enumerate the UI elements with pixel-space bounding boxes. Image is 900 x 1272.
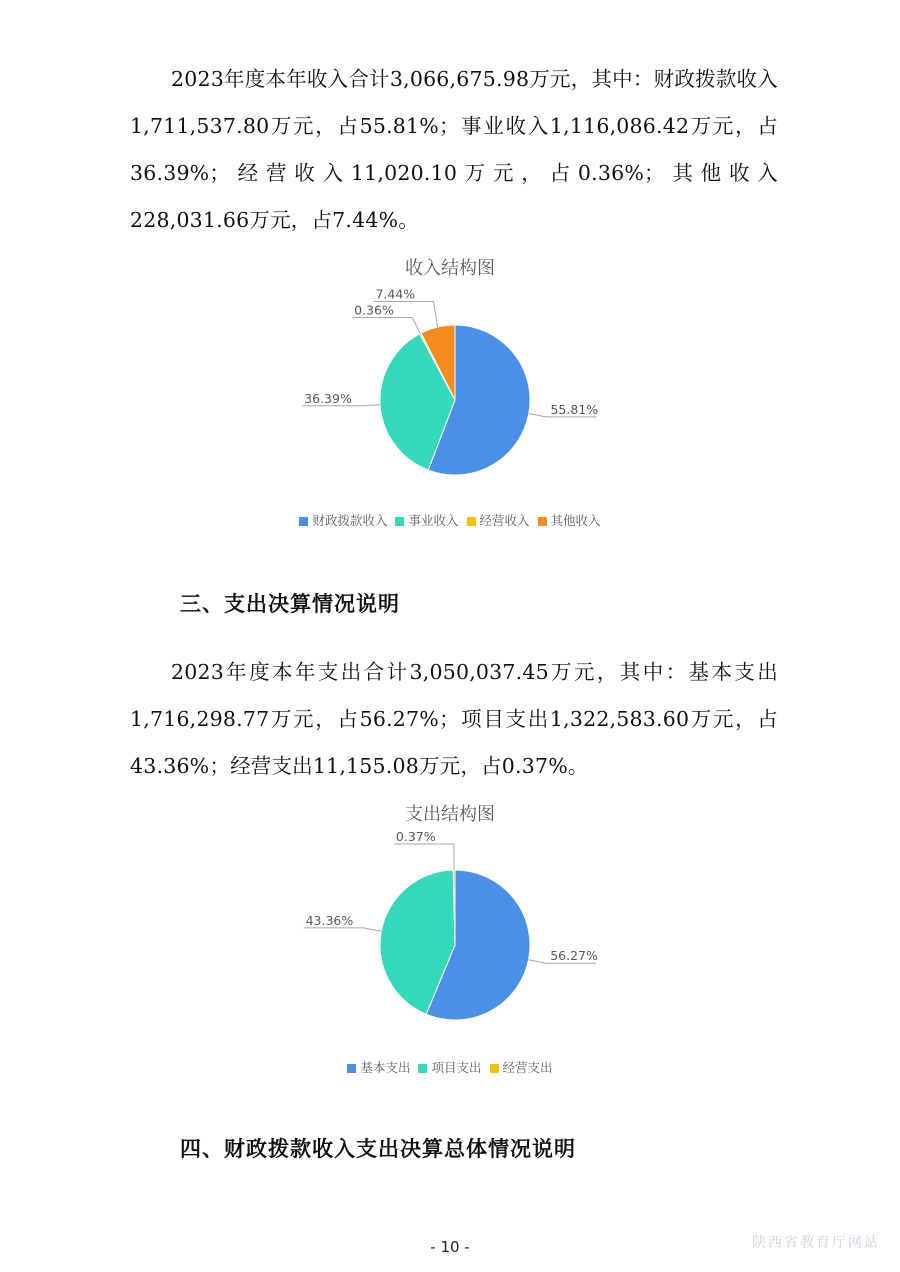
legend-swatch-icon [347, 1064, 356, 1073]
site-watermark: 陕西省教育厅网站 [752, 1235, 880, 1251]
legend-label: 事业收入 [408, 513, 459, 528]
section-3-heading: 三、支出决算情况说明 [180, 592, 400, 616]
slice-label-3: 7.44% [375, 286, 416, 302]
slice-label-0: 56.27% [550, 948, 598, 964]
leader-line-2 [394, 844, 454, 870]
legend-swatch-icon [395, 517, 404, 526]
income-chart-title: 收入结构图 [405, 258, 495, 279]
slice-label-2: 0.36% [354, 302, 394, 318]
legend-swatch-icon [467, 517, 476, 526]
legend-swatch-icon [299, 517, 308, 526]
income-chart-legend [0, 511, 900, 529]
section-4-heading: 四、财政拨款收入支出决算总体情况说明 [180, 1137, 576, 1161]
income-paragraph: 2023年度本年收入合计3,066,675.98万元，其中：财政拨款收入1,711,537.80万元，占55.81%；事业收入1,116,086.42万元，占36.39%；经营收入11,020.10万元，占0.36%；其他收入228,031.66万元，占7.44%。 [130, 67, 778, 232]
expense-chart-legend [0, 1058, 900, 1076]
legend-item-3 [538, 511, 601, 529]
legend-label: 经营收入 [479, 513, 530, 528]
legend-label: 项目支出 [431, 1060, 482, 1075]
leader-line-1 [304, 928, 382, 931]
legend-item-2 [467, 511, 530, 529]
legend-item-1 [395, 511, 458, 529]
legend-item-1 [418, 1058, 481, 1076]
legend-label: 其他收入 [550, 513, 601, 528]
slice-label-1: 36.39% [304, 390, 352, 406]
expense-paragraph: 2023年度本年支出合计3,050,037.45万元，其中：基本支出1,716,298.77万元，占56.27%；项目支出1,322,583.60万元，占43.36%；经营支出11,155.08万元，占0.37%。 [130, 660, 778, 778]
legend-label: 经营支出 [502, 1060, 553, 1075]
slice-label-2: 0.37% [395, 829, 436, 845]
legend-label: 财政拨款收入 [312, 513, 388, 528]
legend-swatch-icon [538, 517, 547, 526]
leader-line-2 [352, 318, 420, 334]
slice-label-1: 43.36% [305, 912, 354, 928]
expense-chart-title: 支出结构图 [405, 804, 495, 825]
legend-item-0 [347, 1058, 410, 1076]
slice-label-0: 55.81% [550, 401, 599, 417]
legend-item-2 [490, 1058, 553, 1076]
legend-item-0 [299, 511, 387, 529]
page-number: - 10 - [430, 1238, 470, 1256]
income-pie-chart [0, 286, 900, 500]
legend-swatch-icon [418, 1064, 427, 1073]
legend-swatch-icon [490, 1064, 499, 1073]
expense-pie-chart [0, 829, 900, 1045]
legend-label: 基本支出 [360, 1060, 411, 1075]
